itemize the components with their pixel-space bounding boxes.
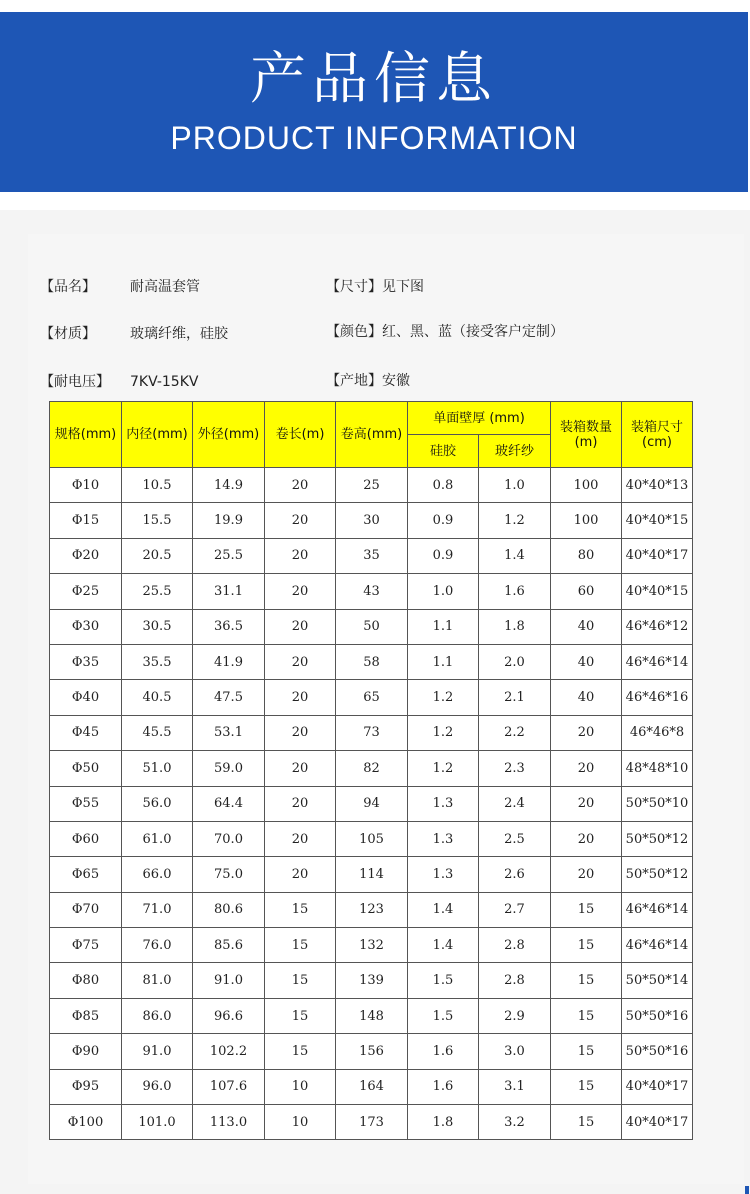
table-cell: 20 — [265, 751, 336, 786]
info-color-value: 红、黑、蓝（接受客户定制） — [382, 324, 564, 340]
banner-title-cn: 产品信息 — [250, 47, 498, 112]
table-cell: 105 — [336, 821, 408, 856]
table-cell: 2.7 — [479, 892, 551, 927]
table-row — [50, 574, 693, 609]
table-cell: 96.0 — [122, 1069, 193, 1104]
table-cell: 50*50*12 — [622, 821, 693, 856]
table-row — [50, 609, 693, 644]
table-cell: 2.6 — [479, 857, 551, 892]
table-cell: 15 — [551, 963, 622, 998]
table-cell: 30 — [336, 503, 408, 538]
info-color-label: 【颜色】 — [326, 324, 382, 340]
banner-title-en: PRODUCT INFORMATION — [170, 120, 578, 156]
table-cell: 15 — [265, 963, 336, 998]
table-cell: Φ60 — [50, 821, 122, 856]
table-cell: 2.0 — [479, 644, 551, 679]
table-cell: Φ90 — [50, 1034, 122, 1069]
header-roll: 卷长(m) — [265, 402, 336, 468]
table-cell: 58 — [336, 644, 408, 679]
table-cell: Φ80 — [50, 963, 122, 998]
table-cell: 30.5 — [122, 609, 193, 644]
table-cell: 64.4 — [193, 786, 265, 821]
table-cell: 1.4 — [408, 892, 479, 927]
info-material-value: 玻璃纤维，硅胶 — [130, 326, 228, 342]
header-silicone: 硅胶 — [408, 435, 479, 468]
table-row — [50, 538, 693, 573]
table-cell: 46*46*14 — [622, 644, 693, 679]
table-cell: 48*48*10 — [622, 751, 693, 786]
table-cell: 20 — [551, 821, 622, 856]
table-cell: 53.1 — [193, 715, 265, 750]
table-cell: 1.8 — [479, 609, 551, 644]
table-cell: 46*46*16 — [622, 680, 693, 715]
header-wall: 单面壁厚 (mm) — [408, 402, 551, 435]
table-cell: 50*50*12 — [622, 857, 693, 892]
table-cell: 76.0 — [122, 928, 193, 963]
table-cell: 148 — [336, 998, 408, 1033]
table-cell: 139 — [336, 963, 408, 998]
table-cell: 1.2 — [479, 503, 551, 538]
table-cell: 20 — [265, 609, 336, 644]
table-cell: 40 — [551, 609, 622, 644]
table-cell: 40*40*15 — [622, 574, 693, 609]
table-cell: 85.6 — [193, 928, 265, 963]
table-cell: 20 — [551, 751, 622, 786]
table-cell: 46*46*14 — [622, 892, 693, 927]
table-cell: 15 — [551, 1069, 622, 1104]
table-cell: 2.1 — [479, 680, 551, 715]
table-cell: 70.0 — [193, 821, 265, 856]
header-height: 卷高(mm) — [336, 402, 408, 468]
table-cell: 40*40*17 — [622, 1105, 693, 1140]
table-cell: 156 — [336, 1034, 408, 1069]
table-cell: 50*50*10 — [622, 786, 693, 821]
info-voltage-value: 7KV-15KV — [130, 374, 199, 390]
table-cell: 56.0 — [122, 786, 193, 821]
header-qty: 装箱数量(m) — [551, 402, 622, 468]
table-cell: 1.0 — [479, 468, 551, 503]
header-outer: 外径(mm) — [193, 402, 265, 468]
table-cell: 1.6 — [408, 1034, 479, 1069]
info-color — [326, 321, 564, 341]
table-cell: 50 — [336, 609, 408, 644]
table-cell: Φ50 — [50, 751, 122, 786]
table-cell: 3.1 — [479, 1069, 551, 1104]
table-cell: Φ20 — [50, 538, 122, 573]
table-cell: 2.8 — [479, 963, 551, 998]
table-cell: 25 — [336, 468, 408, 503]
table-cell: 82 — [336, 751, 408, 786]
table-cell: 50*50*16 — [622, 1034, 693, 1069]
table-cell: 40*40*15 — [622, 503, 693, 538]
table-cell: 15 — [265, 928, 336, 963]
spec-table — [49, 401, 693, 1140]
table-row — [50, 1034, 693, 1069]
table-cell: Φ30 — [50, 609, 122, 644]
table-cell: 2.4 — [479, 786, 551, 821]
table-cell: 15 — [551, 928, 622, 963]
info-size-value: 见下图 — [382, 279, 424, 295]
table-cell: 50*50*16 — [622, 998, 693, 1033]
table-cell: 40*40*17 — [622, 538, 693, 573]
table-cell: 20 — [265, 644, 336, 679]
table-cell: Φ70 — [50, 892, 122, 927]
table-cell: 35.5 — [122, 644, 193, 679]
table-cell: 50*50*14 — [622, 963, 693, 998]
table-cell: 15 — [551, 1034, 622, 1069]
table-cell: 2.5 — [479, 821, 551, 856]
table-cell: 15 — [265, 1034, 336, 1069]
table-row — [50, 857, 693, 892]
table-row — [50, 468, 693, 503]
table-cell: 46*46*14 — [622, 928, 693, 963]
table-cell: 43 — [336, 574, 408, 609]
table-cell: 20 — [265, 574, 336, 609]
table-cell: 1.6 — [408, 1069, 479, 1104]
table-cell: 2.3 — [479, 751, 551, 786]
table-cell: Φ45 — [50, 715, 122, 750]
table-cell: 15.5 — [122, 503, 193, 538]
table-row — [50, 503, 693, 538]
table-cell: 40.5 — [122, 680, 193, 715]
table-cell: 46*46*12 — [622, 609, 693, 644]
table-cell: 10 — [265, 1069, 336, 1104]
table-cell: 20 — [265, 857, 336, 892]
table-cell: Φ55 — [50, 786, 122, 821]
table-cell: 73 — [336, 715, 408, 750]
table-cell: 20 — [551, 715, 622, 750]
table-row — [50, 715, 693, 750]
table-cell: 1.3 — [408, 857, 479, 892]
table-row — [50, 1069, 693, 1104]
table-cell: 2.9 — [479, 998, 551, 1033]
table-cell: 51.0 — [122, 751, 193, 786]
table-cell: 91.0 — [122, 1034, 193, 1069]
table-row — [50, 751, 693, 786]
table-cell: 101.0 — [122, 1105, 193, 1140]
table-cell: Φ65 — [50, 857, 122, 892]
table-cell: 15 — [265, 998, 336, 1033]
info-name — [40, 276, 200, 296]
table-cell: 1.1 — [408, 609, 479, 644]
table-cell: 80 — [551, 538, 622, 573]
table-cell: 15 — [551, 1105, 622, 1140]
table-cell: 1.5 — [408, 963, 479, 998]
table-cell: 60 — [551, 574, 622, 609]
table-cell: 20 — [265, 538, 336, 573]
header-fiber: 玻纤纱 — [479, 435, 551, 468]
table-cell: 86.0 — [122, 998, 193, 1033]
header-box: 装箱尺寸(cm) — [622, 402, 693, 468]
table-cell: 20 — [265, 715, 336, 750]
table-cell: Φ85 — [50, 998, 122, 1033]
table-cell: 132 — [336, 928, 408, 963]
table-cell: 80.6 — [193, 892, 265, 927]
table-cell: 40*40*13 — [622, 468, 693, 503]
table-cell: 96.6 — [193, 998, 265, 1033]
table-cell: 15 — [551, 892, 622, 927]
table-cell: 41.9 — [193, 644, 265, 679]
info-material — [40, 323, 228, 343]
table-cell: 3.2 — [479, 1105, 551, 1140]
table-row — [50, 892, 693, 927]
table-cell: 1.8 — [408, 1105, 479, 1140]
table-cell: 20 — [551, 786, 622, 821]
table-cell: 113.0 — [193, 1105, 265, 1140]
table-cell: 10 — [265, 1105, 336, 1140]
table-cell: 1.2 — [408, 680, 479, 715]
table-cell: 0.8 — [408, 468, 479, 503]
info-origin-value: 安徽 — [382, 373, 410, 389]
header-spec: 规格(mm) — [50, 402, 122, 468]
table-cell: 75.0 — [193, 857, 265, 892]
table-cell: 40*40*17 — [622, 1069, 693, 1104]
table-row — [50, 644, 693, 679]
info-voltage — [40, 371, 198, 391]
table-cell: 45.5 — [122, 715, 193, 750]
table-cell: 1.5 — [408, 998, 479, 1033]
table-cell: 1.0 — [408, 574, 479, 609]
table-cell: 40 — [551, 680, 622, 715]
table-cell: 0.9 — [408, 503, 479, 538]
table-cell: 173 — [336, 1105, 408, 1140]
table-cell: 31.1 — [193, 574, 265, 609]
table-cell: Φ35 — [50, 644, 122, 679]
header-inner: 内径(mm) — [122, 402, 193, 468]
table-row — [50, 963, 693, 998]
info-origin-label: 【产地】 — [326, 373, 382, 389]
table-cell: 1.3 — [408, 821, 479, 856]
table-cell: Φ100 — [50, 1105, 122, 1140]
table-cell: 15 — [265, 892, 336, 927]
table-cell: 107.6 — [193, 1069, 265, 1104]
table-cell: 20 — [551, 857, 622, 892]
table-cell: 123 — [336, 892, 408, 927]
table-cell: 25.5 — [193, 538, 265, 573]
table-cell: 2.2 — [479, 715, 551, 750]
table-cell: 20 — [265, 680, 336, 715]
table-cell: 15 — [551, 998, 622, 1033]
table-cell: Φ25 — [50, 574, 122, 609]
table-row — [50, 1105, 693, 1140]
table-cell: 65 — [336, 680, 408, 715]
table-cell: 1.4 — [479, 538, 551, 573]
table-cell: 40 — [551, 644, 622, 679]
table-cell: 10.5 — [122, 468, 193, 503]
table-cell: Φ75 — [50, 928, 122, 963]
table-cell: 1.2 — [408, 751, 479, 786]
table-cell: 164 — [336, 1069, 408, 1104]
table-cell: 36.5 — [193, 609, 265, 644]
table-cell: 91.0 — [193, 963, 265, 998]
table-cell: 59.0 — [193, 751, 265, 786]
table-cell: 66.0 — [122, 857, 193, 892]
info-material-label: 【材质】 — [40, 326, 96, 342]
table-cell: 35 — [336, 538, 408, 573]
info-voltage-label: 【耐电压】 — [40, 374, 110, 390]
table-cell: 20 — [265, 468, 336, 503]
table-cell: 20.5 — [122, 538, 193, 573]
table-cell: 1.6 — [479, 574, 551, 609]
table-cell: 1.1 — [408, 644, 479, 679]
table-cell: 100 — [551, 503, 622, 538]
table-cell: 94 — [336, 786, 408, 821]
table-cell: 3.0 — [479, 1034, 551, 1069]
table-cell: Φ40 — [50, 680, 122, 715]
info-origin — [326, 370, 410, 390]
table-cell: 102.2 — [193, 1034, 265, 1069]
table-cell: 14.9 — [193, 468, 265, 503]
table-cell: 61.0 — [122, 821, 193, 856]
table-cell: 25.5 — [122, 574, 193, 609]
table-row — [50, 786, 693, 821]
table-cell: 0.9 — [408, 538, 479, 573]
table-row — [50, 928, 693, 963]
info-name-value: 耐高温套管 — [130, 279, 200, 295]
table-cell: 20 — [265, 503, 336, 538]
table-cell: 47.5 — [193, 680, 265, 715]
table-cell: 46*46*8 — [622, 715, 693, 750]
table-cell: 20 — [265, 786, 336, 821]
info-size-label: 【尺寸】 — [326, 279, 382, 295]
table-cell: 1.3 — [408, 786, 479, 821]
table-cell: 1.2 — [408, 715, 479, 750]
table-cell: 81.0 — [122, 963, 193, 998]
table-cell: 20 — [265, 821, 336, 856]
header-banner — [0, 12, 748, 192]
table-cell: 2.8 — [479, 928, 551, 963]
table-row — [50, 821, 693, 856]
info-name-label: 【品名】 — [40, 279, 96, 295]
spec-table-body — [50, 468, 693, 1140]
table-cell: 71.0 — [122, 892, 193, 927]
table-row — [50, 998, 693, 1033]
table-cell: Φ95 — [50, 1069, 122, 1104]
table-cell: Φ10 — [50, 468, 122, 503]
table-cell: 1.4 — [408, 928, 479, 963]
info-size — [326, 276, 424, 296]
edge-marker — [745, 1186, 749, 1194]
table-cell: 100 — [551, 468, 622, 503]
table-cell: 114 — [336, 857, 408, 892]
table-row — [50, 680, 693, 715]
table-cell: Φ15 — [50, 503, 122, 538]
table-cell: 19.9 — [193, 503, 265, 538]
